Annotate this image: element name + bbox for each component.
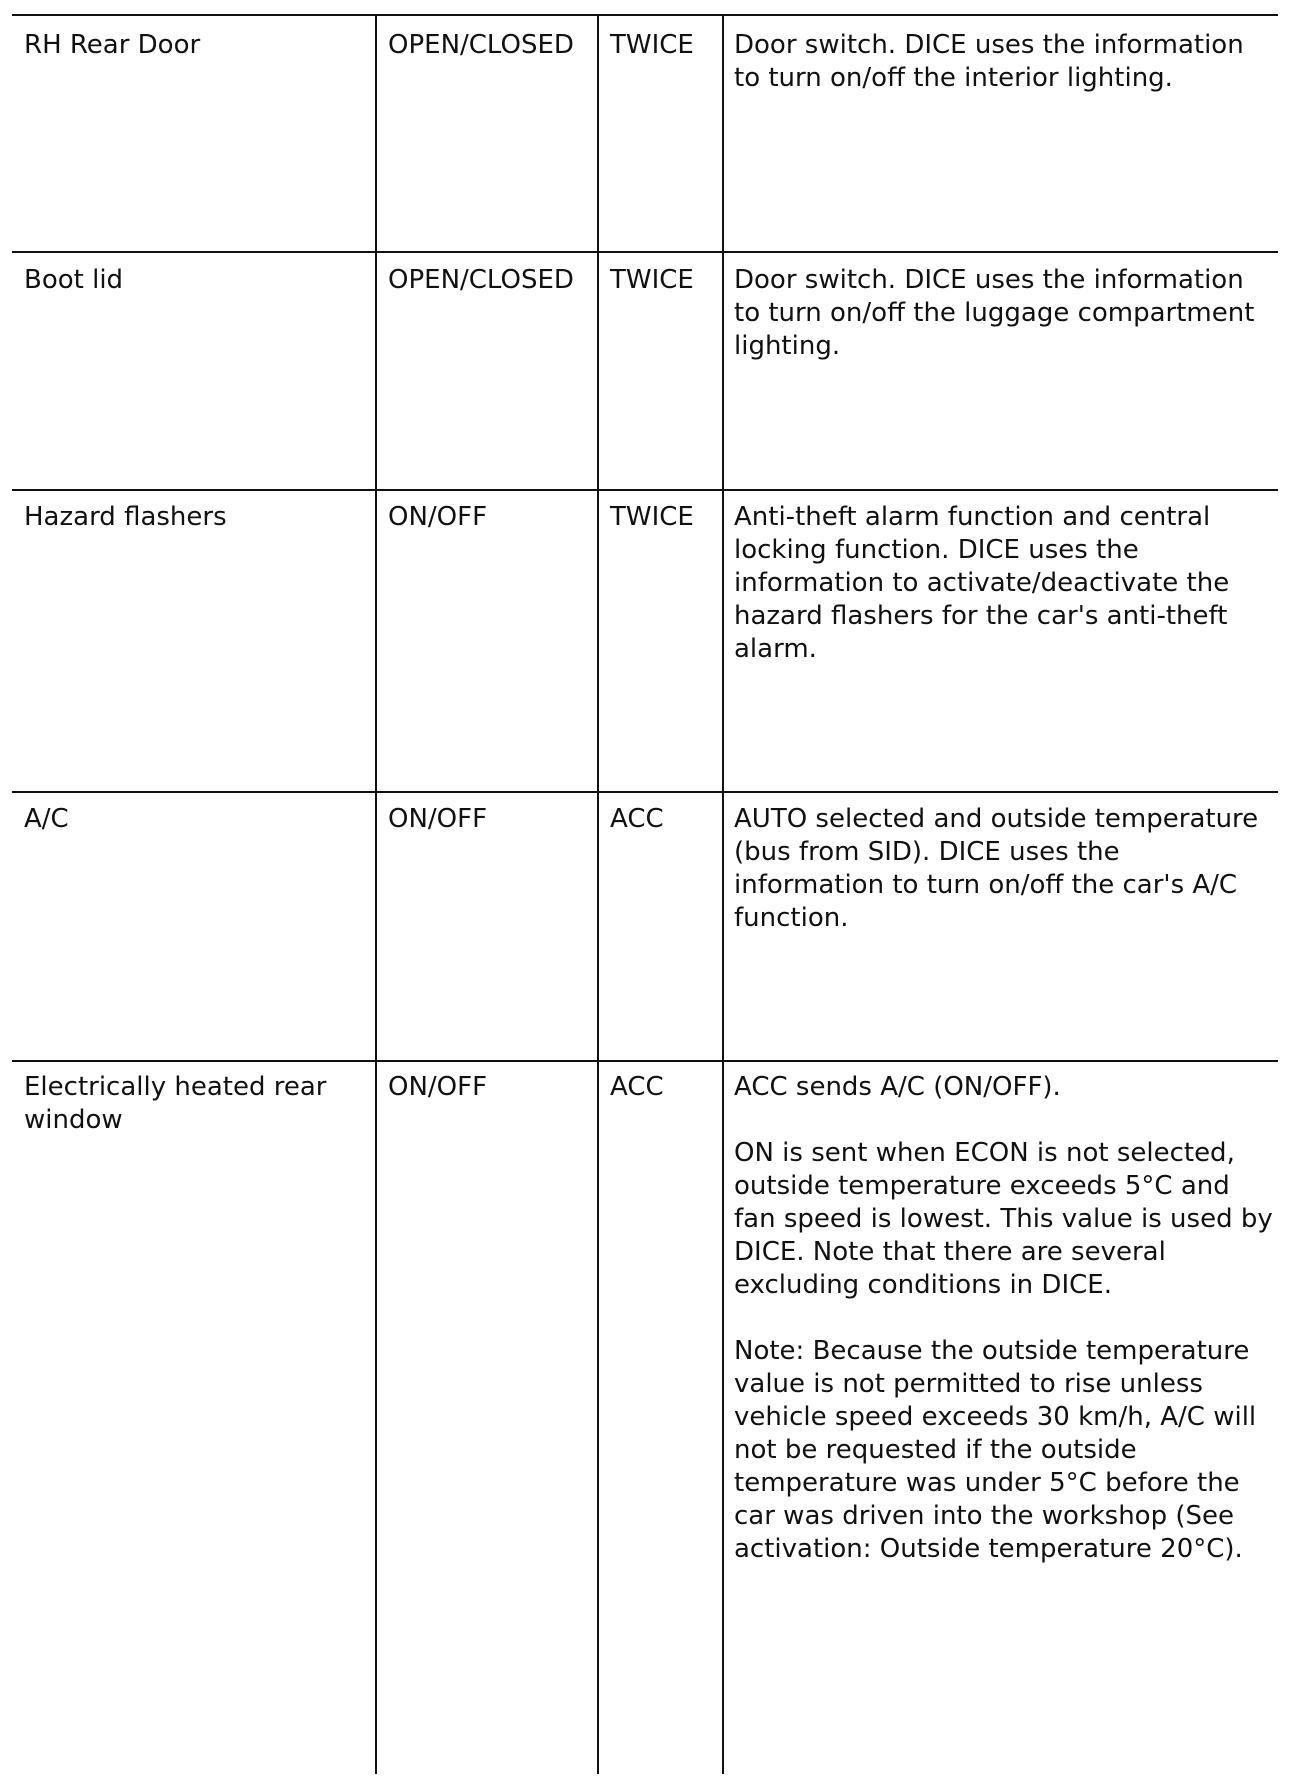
- description-note: Note: Because the outside temperature value is not permitted to rise unless vehicle speed exceeds 30 km/h, A/C will not be requested if the outside temperature was under 5°C before the car was driven into the workshop (See activation: Outside temperature 20°C).: [734, 1336, 1257, 1564]
- description-paragraph: AUTO selected and outside temperature (bus from SID). DICE uses the information to turn on/off the car's A/C function.: [734, 804, 1259, 933]
- state-cell: OPEN/CLOSED: [388, 265, 574, 295]
- signal-cell: Hazard flashers: [24, 502, 227, 532]
- signal-cell: Electrically heated rear window: [24, 1072, 327, 1135]
- description-paragraph: ACC sends A/C (ON/OFF).: [734, 1072, 1061, 1102]
- row-divider: [12, 791, 1278, 793]
- signal-cell: A/C: [24, 804, 69, 834]
- description-paragraph: Door switch. DICE uses the information to turn on/off the luggage compartment lighting.: [734, 265, 1255, 361]
- state-cell: ON/OFF: [388, 1072, 488, 1102]
- column-divider: [722, 14, 724, 1774]
- source-cell: TWICE: [610, 265, 694, 295]
- description-cell: [734, 803, 1274, 935]
- description-cell: [734, 1071, 1274, 1566]
- state-cell: ON/OFF: [388, 502, 488, 532]
- description-cell: [734, 264, 1274, 363]
- row-divider: [12, 1060, 1278, 1062]
- state-cell: OPEN/CLOSED: [388, 30, 574, 60]
- description-cell: [734, 29, 1274, 95]
- source-cell: TWICE: [610, 30, 694, 60]
- table-top-border: [12, 14, 1278, 16]
- state-cell: ON/OFF: [388, 804, 488, 834]
- signal-cell: Boot lid: [24, 265, 124, 295]
- description-paragraph: Anti-theft alarm function and central locking function. DICE uses the information to activate/deactivate the hazard flashers for the car's anti-theft alarm.: [734, 502, 1230, 664]
- source-cell: ACC: [610, 804, 664, 834]
- signal-cell: RH Rear Door: [24, 30, 201, 60]
- description-paragraph: ON is sent when ECON is not selected, outside temperature exceeds 5°C and fan speed is lowest. This value is used by DICE. Note that there are several excluding conditions in DICE.: [734, 1138, 1273, 1300]
- row-divider: [12, 251, 1278, 253]
- description-paragraph: Door switch. DICE uses the information to turn on/off the interior lighting.: [734, 30, 1244, 93]
- column-divider: [375, 14, 377, 1774]
- source-cell: ACC: [610, 1072, 664, 1102]
- description-cell: [734, 501, 1274, 666]
- row-divider: [12, 489, 1278, 491]
- source-cell: TWICE: [610, 502, 694, 532]
